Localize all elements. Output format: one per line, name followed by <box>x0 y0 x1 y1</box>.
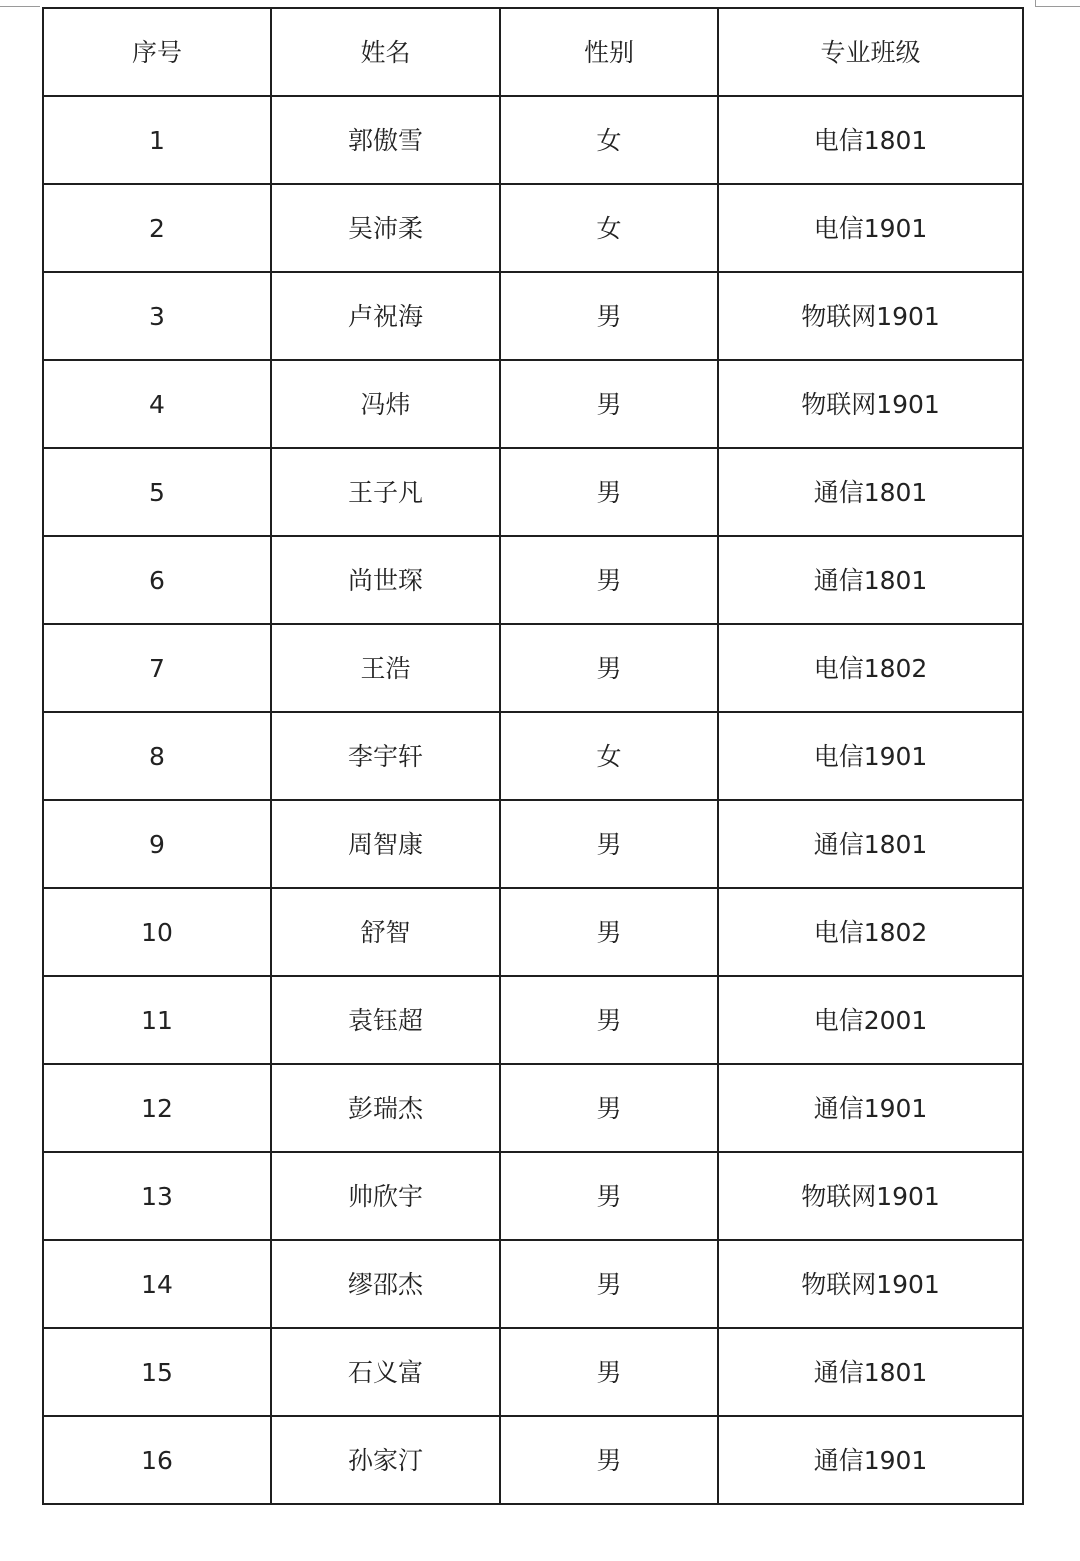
cell-no: 6 <box>43 536 271 624</box>
cell-gender: 男 <box>500 1240 718 1328</box>
cell-class: 电信1901 <box>718 712 1023 800</box>
cell-no: 10 <box>43 888 271 976</box>
table-row <box>43 184 1023 272</box>
cell-gender: 女 <box>500 184 718 272</box>
cell-gender: 男 <box>500 888 718 976</box>
cell-name: 尚世琛 <box>271 536 500 624</box>
cell-class: 通信1801 <box>718 536 1023 624</box>
cell-class: 电信2001 <box>718 976 1023 1064</box>
cell-no: 5 <box>43 448 271 536</box>
table-row <box>43 448 1023 536</box>
cell-name: 李宇轩 <box>271 712 500 800</box>
cell-gender: 男 <box>500 536 718 624</box>
cell-class: 通信1801 <box>718 1328 1023 1416</box>
table-header-row <box>43 8 1023 96</box>
page-corner-mark-left <box>0 6 40 7</box>
cell-gender: 男 <box>500 800 718 888</box>
table-row <box>43 1240 1023 1328</box>
cell-class: 通信1801 <box>718 448 1023 536</box>
cell-name: 冯炜 <box>271 360 500 448</box>
table-row <box>43 536 1023 624</box>
cell-class: 物联网1901 <box>718 272 1023 360</box>
header-class: 专业班级 <box>718 8 1023 96</box>
cell-no: 4 <box>43 360 271 448</box>
cell-no: 1 <box>43 96 271 184</box>
cell-class: 物联网1901 <box>718 1152 1023 1240</box>
cell-name: 王浩 <box>271 624 500 712</box>
table-row <box>43 360 1023 448</box>
header-name: 姓名 <box>271 8 500 96</box>
cell-gender: 男 <box>500 1416 718 1504</box>
cell-class: 电信1801 <box>718 96 1023 184</box>
cell-gender: 男 <box>500 1152 718 1240</box>
table-row <box>43 624 1023 712</box>
cell-no: 11 <box>43 976 271 1064</box>
cell-class: 通信1901 <box>718 1416 1023 1504</box>
cell-no: 15 <box>43 1328 271 1416</box>
cell-no: 16 <box>43 1416 271 1504</box>
cell-gender: 女 <box>500 712 718 800</box>
cell-name: 袁钰超 <box>271 976 500 1064</box>
cell-class: 通信1901 <box>718 1064 1023 1152</box>
table-row <box>43 888 1023 976</box>
table-row <box>43 272 1023 360</box>
cell-no: 8 <box>43 712 271 800</box>
table-row <box>43 1416 1023 1504</box>
cell-name: 孙家汀 <box>271 1416 500 1504</box>
cell-class: 电信1802 <box>718 888 1023 976</box>
cell-class: 物联网1901 <box>718 360 1023 448</box>
table-row <box>43 1152 1023 1240</box>
cell-name: 卢祝海 <box>271 272 500 360</box>
table-row <box>43 1328 1023 1416</box>
cell-class: 电信1802 <box>718 624 1023 712</box>
cell-name: 彭瑞杰 <box>271 1064 500 1152</box>
cell-name: 吴沛柔 <box>271 184 500 272</box>
cell-name: 周智康 <box>271 800 500 888</box>
cell-name: 帅欣宇 <box>271 1152 500 1240</box>
header-gender: 性别 <box>500 8 718 96</box>
cell-gender: 男 <box>500 976 718 1064</box>
table-row <box>43 800 1023 888</box>
cell-gender: 男 <box>500 360 718 448</box>
cell-gender: 女 <box>500 96 718 184</box>
table-row <box>43 712 1023 800</box>
cell-gender: 男 <box>500 1328 718 1416</box>
header-no: 序号 <box>43 8 271 96</box>
table-row <box>43 96 1023 184</box>
cell-no: 7 <box>43 624 271 712</box>
cell-class: 物联网1901 <box>718 1240 1023 1328</box>
cell-name: 缪邵杰 <box>271 1240 500 1328</box>
cell-gender: 男 <box>500 448 718 536</box>
cell-gender: 男 <box>500 624 718 712</box>
cell-no: 12 <box>43 1064 271 1152</box>
page-corner-mark-right <box>1035 0 1080 7</box>
student-roster-table <box>42 7 1024 1505</box>
cell-name: 石义富 <box>271 1328 500 1416</box>
cell-name: 舒智 <box>271 888 500 976</box>
cell-gender: 男 <box>500 1064 718 1152</box>
cell-no: 9 <box>43 800 271 888</box>
cell-no: 13 <box>43 1152 271 1240</box>
table-row <box>43 976 1023 1064</box>
cell-name: 郭傲雪 <box>271 96 500 184</box>
cell-class: 通信1801 <box>718 800 1023 888</box>
cell-name: 王子凡 <box>271 448 500 536</box>
cell-class: 电信1901 <box>718 184 1023 272</box>
table-row <box>43 1064 1023 1152</box>
cell-gender: 男 <box>500 272 718 360</box>
cell-no: 2 <box>43 184 271 272</box>
cell-no: 14 <box>43 1240 271 1328</box>
cell-no: 3 <box>43 272 271 360</box>
